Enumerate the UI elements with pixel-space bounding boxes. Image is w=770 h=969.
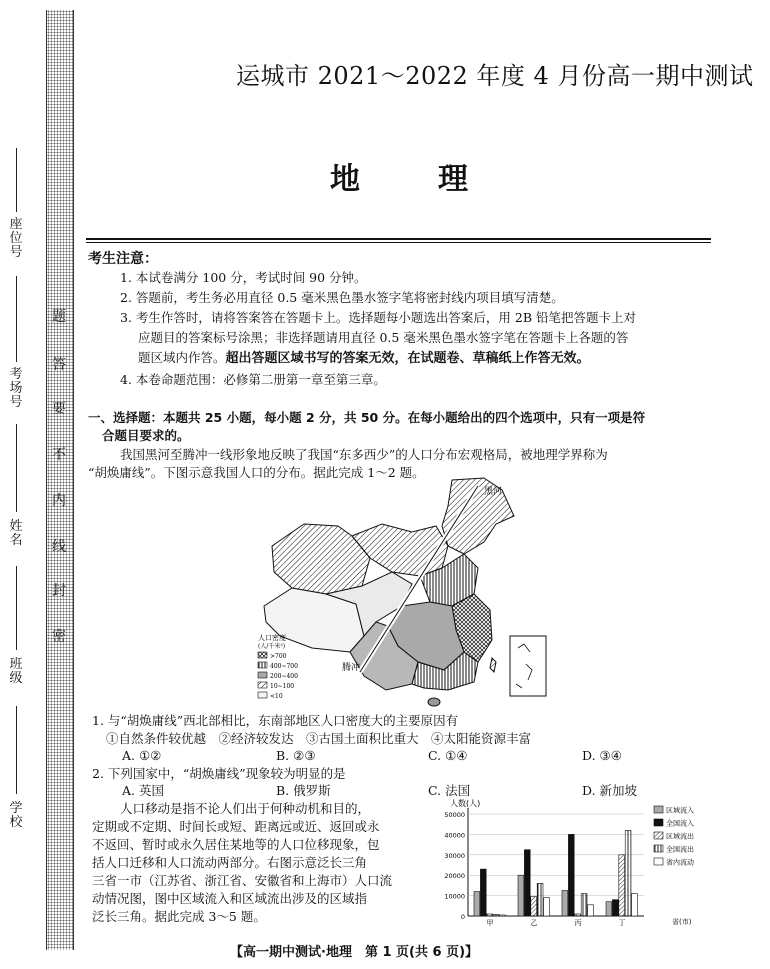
field-exam-room: 考场号 bbox=[9, 367, 23, 410]
legend-unit: (人/千米²) bbox=[258, 643, 286, 650]
legend-swatch bbox=[654, 845, 663, 852]
seal-char: 内 bbox=[52, 493, 66, 509]
passage-line: 三省一市（江苏省、浙江省、安徽省和上海市）人口流 bbox=[92, 873, 393, 888]
chart-bar bbox=[562, 891, 568, 917]
chart-bar bbox=[537, 883, 543, 916]
option-2a[interactable]: A. 英国 bbox=[122, 783, 164, 798]
divider bbox=[86, 242, 711, 243]
legend-swatch bbox=[654, 806, 663, 813]
field-seat-number: 座位号 bbox=[9, 217, 23, 260]
chart-bar bbox=[544, 898, 550, 916]
divider bbox=[86, 238, 711, 240]
chart-ytick: 40000 bbox=[444, 831, 465, 840]
chart-bar bbox=[575, 914, 581, 916]
population-flow-chart bbox=[432, 796, 704, 930]
chart-bar bbox=[493, 914, 499, 916]
chart-xtick: 乙 bbox=[530, 919, 538, 927]
seal-char: 题 bbox=[52, 309, 66, 325]
chart-bar bbox=[588, 905, 594, 916]
passage-line: 人口移动是指不论人们出于何种动机和目的， bbox=[120, 801, 371, 816]
chart-ytick: 0 bbox=[460, 913, 465, 921]
passage-line: 动情况图，图中区域流入和区域流出涉及的区域指 bbox=[92, 891, 368, 906]
field-class: 班级 bbox=[9, 657, 23, 686]
chart-bar bbox=[474, 892, 480, 916]
legend-item: <10 bbox=[270, 693, 283, 700]
chart-xtick: 丙 bbox=[574, 919, 582, 927]
option-2b[interactable]: B. 俄罗斯 bbox=[276, 783, 331, 798]
notice-text: 题区域内作答。 bbox=[138, 350, 226, 365]
notice-item: 1. 本试卷满分 100 分，考试时间 90 分钟。 bbox=[120, 270, 367, 285]
legend-label: 全国流入 bbox=[666, 819, 694, 828]
legend-item: 200~400 bbox=[270, 673, 298, 680]
notice-item: 应题目的答案标号涂黑；非选择题请用直径 0.5 毫米黑色墨水签字笔在答题卡上各题的答 bbox=[138, 330, 629, 345]
legend-item: 400~700 bbox=[270, 663, 298, 670]
fill-line bbox=[16, 148, 17, 212]
legend-label: 区域流出 bbox=[666, 832, 694, 841]
china-population-map bbox=[252, 476, 558, 712]
fill-line bbox=[16, 276, 17, 362]
fill-line bbox=[16, 566, 17, 650]
option-1d[interactable]: D. ③④ bbox=[582, 748, 622, 763]
section-heading: 一、选择题：本题共 25 小题，每小题 2 分，共 50 分。在每小题给出的四个选项中，只有一项是符 bbox=[88, 410, 646, 425]
chart-bar bbox=[619, 855, 625, 916]
chart-bar bbox=[625, 830, 631, 916]
chart-bar bbox=[568, 834, 574, 916]
legend-swatch bbox=[654, 819, 663, 826]
chart-bar bbox=[581, 894, 587, 916]
chart-bar bbox=[518, 875, 524, 916]
chart-xtick: 丁 bbox=[618, 919, 626, 927]
chart-bar bbox=[606, 902, 612, 916]
option-1a[interactable]: A. ①② bbox=[122, 748, 162, 763]
question-1-stem: 1. 与“胡焕庸线”西北部相比，东南部地区人口密度大的主要原因有 bbox=[92, 713, 459, 728]
notice-item: 3. 考生作答时，请将答案答在答题卡上。选择题每小题选出答案后，用 2B 铅笔把答题卡上对 bbox=[120, 310, 636, 325]
chart-bar bbox=[531, 897, 537, 916]
legend-swatch bbox=[654, 832, 663, 839]
notice-heading: 考生注意： bbox=[88, 251, 158, 267]
chart-bar bbox=[500, 915, 506, 916]
chart-bar bbox=[612, 900, 618, 916]
notice-item: 2. 答题前，考生务必用直径 0.5 毫米黑色墨水签字笔将密封线内项目填写清楚。 bbox=[120, 290, 564, 305]
chart-xtick: 甲 bbox=[486, 919, 494, 927]
passage-line: “胡焕庸线”。下图示意我国人口的分布。据此完成 1～2 题。 bbox=[88, 465, 425, 480]
option-1b[interactable]: B. ②③ bbox=[276, 748, 316, 763]
passage-line: 泛长三角。据此完成 3～5 题。 bbox=[92, 909, 266, 924]
legend-swatch bbox=[654, 858, 663, 865]
binding-strip bbox=[46, 10, 74, 950]
legend-item: >700 bbox=[270, 653, 287, 660]
chart-ytick: 30000 bbox=[444, 851, 465, 860]
legend-title: 人口密度 bbox=[258, 634, 286, 642]
fill-line bbox=[16, 706, 17, 794]
chart-ytick: 20000 bbox=[444, 872, 465, 881]
chart-bar bbox=[480, 869, 486, 916]
option-2d[interactable]: D. 新加坡 bbox=[582, 783, 638, 798]
label-tengchong: 腾冲 bbox=[342, 663, 361, 673]
legend-item: 10~100 bbox=[270, 683, 295, 690]
chart-xlabel: 省(市) bbox=[672, 918, 692, 926]
passage-line: 括人口迁移和人口流动两部分。右图示意泛长三角 bbox=[92, 855, 368, 870]
legend-label: 全国流出 bbox=[666, 845, 694, 854]
question-1-statements: ①自然条件较优越 ②经济较发达 ③古国土面积比重大 ④太阳能资源丰富 bbox=[106, 731, 532, 746]
option-1c[interactable]: C. ①④ bbox=[428, 748, 468, 763]
notice-item bbox=[138, 348, 590, 369]
field-school: 学校 bbox=[9, 801, 23, 830]
field-name: 姓名 bbox=[9, 519, 23, 548]
section-heading-cont: 合题目要求的。 bbox=[102, 428, 190, 443]
seal-char: 密 bbox=[52, 629, 66, 645]
chart-ylabel: 人数(人) bbox=[450, 799, 481, 808]
seal-char: 线 bbox=[52, 539, 66, 555]
legend-label: 区域流入 bbox=[666, 806, 694, 815]
question-2-stem: 2. 下列国家中，“胡焕庸线”现象较为明显的是 bbox=[92, 766, 346, 781]
page-footer: 【高一期中测试·地理 第 1 页(共 6 页)】 bbox=[230, 945, 479, 960]
chart-ytick: 10000 bbox=[444, 892, 465, 901]
notice-item: 4. 本卷命题范围：必修第二册第一章至第三章。 bbox=[120, 372, 386, 387]
chart-bar bbox=[632, 894, 638, 916]
seal-char: 封 bbox=[52, 583, 66, 599]
chart-bar bbox=[524, 850, 530, 916]
passage-line: 定期或不定期、时间长或短、距离远或近、返回或永 bbox=[92, 819, 380, 834]
label-heihe: 黑河 bbox=[484, 487, 503, 497]
subject-char-2: 理 bbox=[438, 162, 468, 197]
passage-line: 我国黑河至腾冲一线形象地反映了我国“东多西少”的人口分布宏观格局，被地理学界称为 bbox=[120, 447, 608, 462]
legend-label: 省内流动 bbox=[666, 858, 694, 867]
subject-char-1: 地 bbox=[330, 162, 364, 197]
seal-char: 答 bbox=[52, 357, 66, 373]
chart-bar bbox=[487, 914, 493, 916]
seal-char: 不 bbox=[52, 447, 66, 463]
chart-ytick: 50000 bbox=[444, 811, 465, 819]
exam-title: 运城市 2021～2022 年度 4 月份高一期中测试 bbox=[236, 62, 754, 90]
passage-line: 不返回、暂时或永久居住某地等的人口位移现象，包 bbox=[92, 837, 380, 852]
option-2c[interactable]: C. 法国 bbox=[428, 783, 471, 798]
fill-line bbox=[16, 424, 17, 512]
seal-char: 要 bbox=[52, 401, 66, 417]
notice-emphasis: 超出答题区域书写的答案无效，在试题卷、草稿纸上作答无效。 bbox=[225, 351, 590, 366]
